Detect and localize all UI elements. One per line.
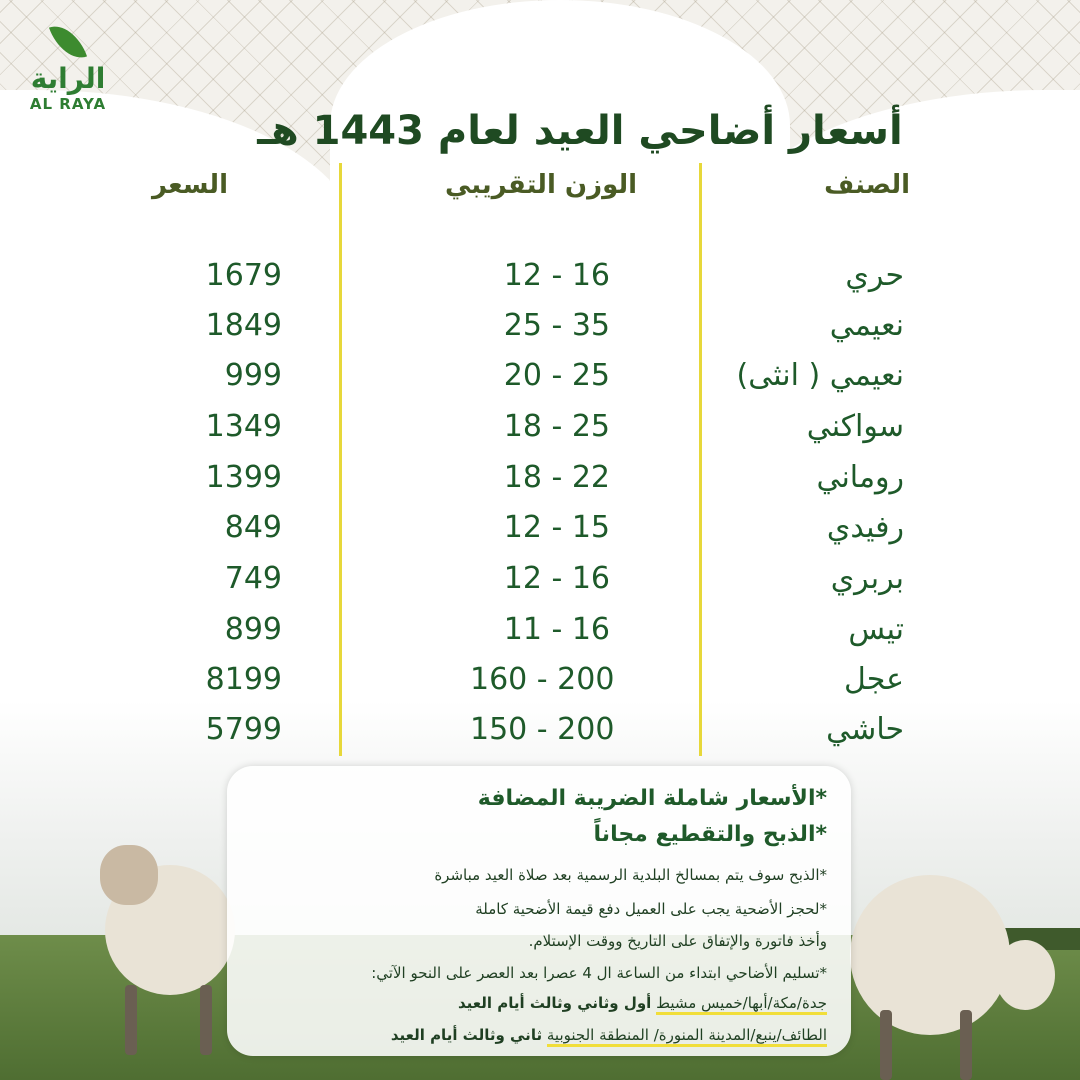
- table-row: [0, 510, 1080, 560]
- row-price: 899: [224, 612, 282, 647]
- row-price: 1399: [205, 460, 282, 495]
- row-weight: 150 - 200: [470, 712, 615, 747]
- logo-english-text: AL RAYA: [29, 94, 107, 113]
- row-price: 5799: [205, 712, 282, 747]
- row-type: نعيمي: [829, 308, 904, 343]
- table-row: [0, 561, 1080, 611]
- row-price: 999: [224, 358, 282, 393]
- row-price: 849: [224, 510, 282, 545]
- leaf-icon: [49, 19, 87, 65]
- row-type: حاشي: [826, 712, 904, 747]
- page-title-text: أسعار أضاحي العيد لعام 1443 هـ: [257, 108, 903, 154]
- table-row: [0, 409, 1080, 459]
- row-weight: 12 - 16: [503, 258, 610, 293]
- row-weight: 11 - 16: [503, 612, 610, 647]
- table-row: [0, 612, 1080, 662]
- row-type: رفيدي: [826, 510, 904, 545]
- row-weight: 18 - 25: [503, 409, 610, 444]
- row-price: 1849: [205, 308, 282, 343]
- row-price: 8199: [205, 662, 282, 697]
- page-title: [0, 108, 1080, 154]
- notes-panel: [227, 766, 851, 1056]
- delivery-line-2-days: ثاني وثالث أيام العيد: [390, 1026, 543, 1044]
- delivery-line-1: [458, 994, 827, 1012]
- header-price: السعر: [152, 170, 228, 200]
- row-weight: 18 - 22: [503, 460, 610, 495]
- row-type: سواكني: [806, 409, 904, 444]
- row-type: تيس: [848, 612, 904, 647]
- table-row: [0, 712, 1080, 762]
- note-delivery-time: *تسليم الأضاحي ابتداء من الساعة ال 4 عصرا بعد العصر على النحو الآتي:: [371, 964, 827, 982]
- note-invoice-agreement: وأخذ فاتورة والإتفاق على التاريخ ووقت الإستلام.: [528, 932, 827, 950]
- row-price: 1349: [205, 409, 282, 444]
- row-type: حري: [845, 258, 904, 293]
- header-weight: الوزن التقريبي: [445, 170, 637, 200]
- brand-logo: [22, 22, 114, 113]
- delivery-line-1-days: أول وثاني وثالث أيام العيد: [458, 994, 652, 1012]
- row-weight: 20 - 25: [503, 358, 610, 393]
- table-row: [0, 662, 1080, 712]
- row-type: عجل: [844, 662, 904, 697]
- row-type: روماني: [816, 460, 904, 495]
- table-row: [0, 460, 1080, 510]
- table-row: [0, 258, 1080, 308]
- note-free-slaughter: *الذبح والتقطيع مجاناً: [593, 822, 827, 847]
- row-type: نعيمي ( انثى): [736, 358, 904, 393]
- note-slaughter-location: *الذبح سوف يتم بمسالخ البلدية الرسمية بعد صلاة العيد مباشرة: [434, 866, 827, 884]
- row-weight: 160 - 200: [470, 662, 615, 697]
- table-row: [0, 358, 1080, 408]
- row-type: بربري: [830, 561, 904, 596]
- note-tax-included: *الأسعار شاملة الضريبة المضافة: [477, 786, 827, 811]
- row-weight: 25 - 35: [503, 308, 610, 343]
- logo-arabic-text: الراية: [30, 62, 106, 95]
- delivery-line-1-cities: جدة/مكة/أبها/خميس مشيط: [656, 994, 827, 1015]
- note-booking-payment: *لحجز الأضحية يجب على العميل دفع قيمة الأضحية كاملة: [475, 900, 827, 918]
- table-row: [0, 308, 1080, 358]
- delivery-line-2: [391, 1026, 827, 1044]
- row-weight: 12 - 16: [503, 561, 610, 596]
- row-price: 1679: [205, 258, 282, 293]
- row-weight: 12 - 15: [503, 510, 610, 545]
- header-type: الصنف: [824, 170, 910, 200]
- row-price: 749: [224, 561, 282, 596]
- delivery-line-2-cities: الطائف/ينبع/المدينة المنورة/ المنطقة الجنوبية: [547, 1026, 827, 1047]
